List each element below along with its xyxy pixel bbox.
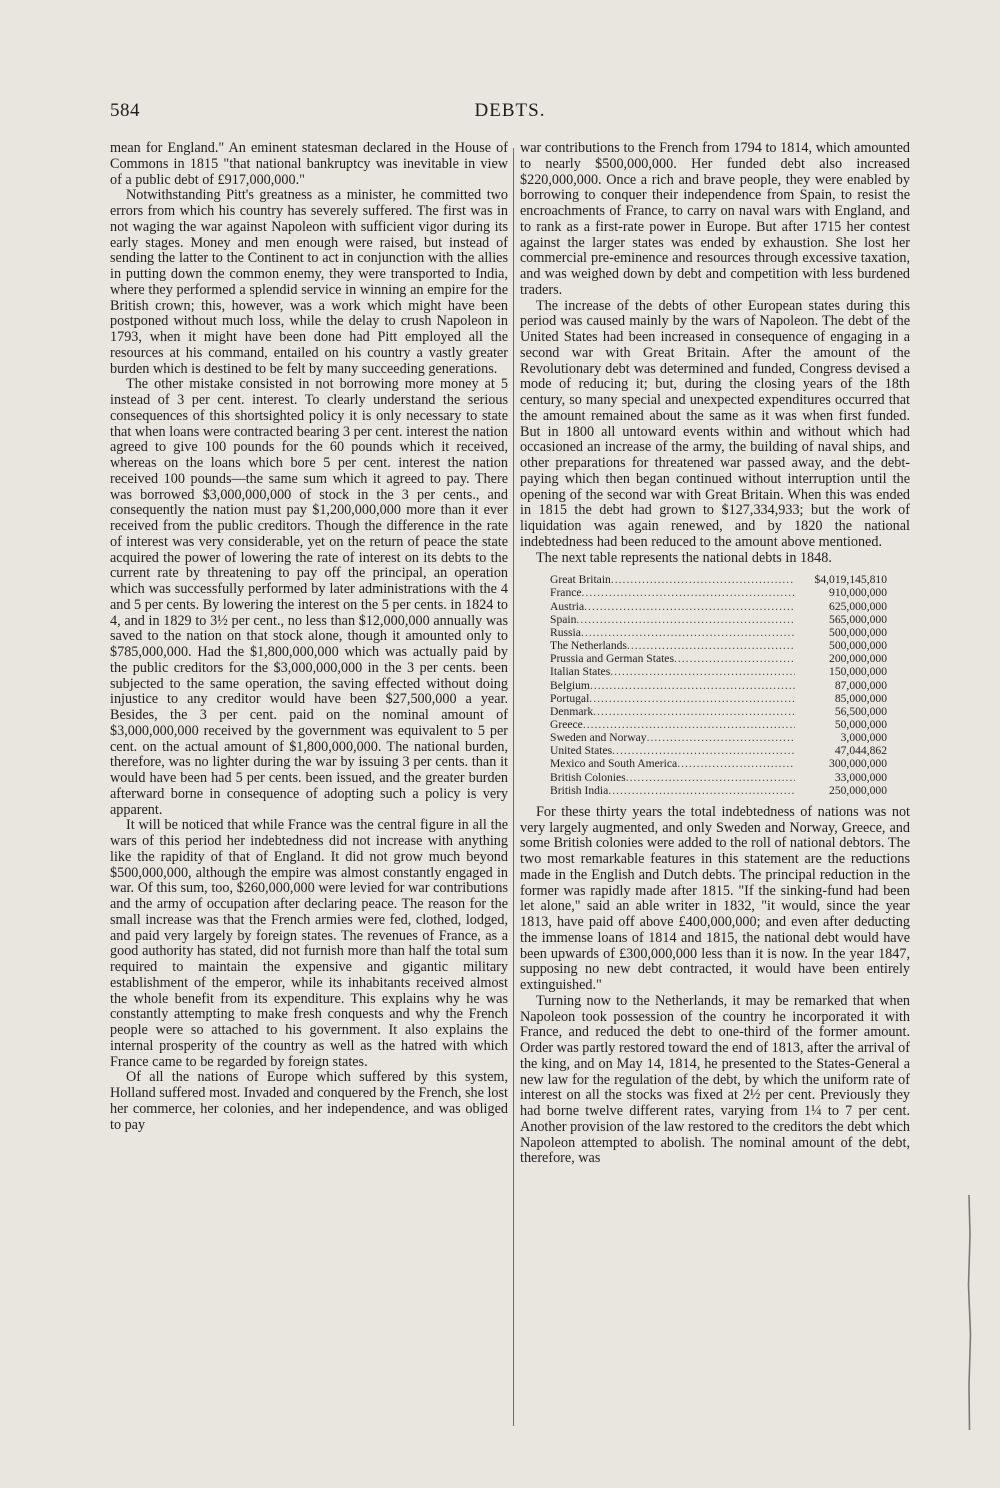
dot-leader [608,784,795,797]
table-row [550,771,887,784]
table-row [550,757,887,770]
dot-leader [582,586,795,599]
dot-leader [583,718,795,731]
debt-amount: 87,000,000 [834,678,887,692]
country-name: Italian States [550,665,611,679]
debt-amount: 300,000,000 [829,757,887,771]
dot-leader [584,600,795,613]
table-row [550,626,887,639]
scan-edge-mark [966,1195,972,1430]
debt-amount: 50,000,000 [834,717,887,731]
dot-leader [677,757,795,770]
table-row [550,665,887,678]
dot-leader [627,639,795,652]
dot-leader [589,692,795,705]
debt-amount: 910,000,000 [829,586,887,600]
left-column [110,141,508,1133]
paragraph: It will be noticed that while France was the central figure in all the wars of this period her indebtedness did not increase with anything like the rapidity of that of England. It did not grow much beyond $500,000,000, although the empire was almost constantly engaged in war. Of this sum, too, $260,000,000 were levied for war contributions and the army of occupation after declaring peace. The reason for the small increase was that the French armies were fed, clothed, lodged, and paid very largely by foreign states. The revenues of France, as a good authority has stated, did not furnish more than half the total sum required to maintain the expensive and gigantic military establishment of the emperor, while its inhabitants received almost the whole benefit from its expenditure. This explains why he was constantly attempting to make fresh conquests and why the French people were so attached to his government. It also explains the internal prosperity of the country as well as the hatred with which France came to be regarded by foreign states. [110,817,508,1070]
right-column [520,141,910,1167]
table-row [550,652,887,665]
column-divider [513,148,514,1426]
debt-amount: $4,019,145,810 [814,573,887,587]
table-row [550,692,887,705]
table-row [550,586,887,599]
table-row [550,573,887,586]
paragraph: mean for England." An eminent statesman declared in the House of Commons in 1815 "that national bankruptcy was inevitable in view of a public debt of £917,000,000." [110,140,508,188]
page-number: 584 [110,100,140,121]
debt-amount: 625,000,000 [829,599,887,613]
paragraph: Of all the nations of Europe which suffered by this system, Holland suffered most. Invaded and conquered by the French, she lost her commerce, her colonies, and her independence, and was obliged to pay [110,1069,508,1133]
debt-amount: 250,000,000 [829,783,887,797]
country-name: Denmark [550,704,594,718]
country-name: Sweden and Norway [550,731,647,745]
dot-leader [611,573,795,586]
debt-amount: 56,500,000 [834,704,887,718]
paragraph: Notwithstanding Pitt's greatness as a minister, he committed two errors from which his country has severely suffered. The first was in not waging the war against Napoleon with sufficient vigor during its early stages. Money and men enough were raised, but instead of sending the latter to the Continent to act in conjunction with the allies in putting down the common enemy, they were transported to India, where they performed a splendid service in winning an empire for the British crown; this, however, was a work which might have been postponed without much loss, while the delay to crush Napoleon in 1793, when it might have been done had Pitt employed all the resources at his command, entailed on his country a vastly greater burden which is destined to be felt by many succeeding generations. [110,187,508,377]
country-name: British Colonies [550,770,626,784]
dot-leader [647,731,795,744]
debt-amount: 33,000,000 [834,770,887,784]
running-head: DEBTS. [474,100,546,121]
table-row [550,731,887,744]
debt-amount: 565,000,000 [829,612,887,626]
debt-amount: 47,044,862 [834,744,887,758]
dot-leader [612,744,795,757]
table-row [550,679,887,692]
debt-amount: 3,000,000 [840,731,887,745]
national-debts-table [550,573,887,797]
country-name: Great Britain [550,573,611,587]
dot-leader [590,679,795,692]
debt-amount: 150,000,000 [829,665,887,679]
debt-amount: 500,000,000 [829,639,887,653]
paragraph: For these thirty years the total indebtedness of nations was not very largely augmented, and only Sweden and Norway, Greece, and some British colonies were added to the roll of national debtors. The two most remarkable features in this statement are the reductions made in the English and Dutch debts. The principal reduction in the former was rapidly made after 1815. "If the sinking-fund had been let alone," said an able writer in 1832, "it would, since the year 1813, have paid off above £400,000,000; and even after deducting the immense loans of 1814 and 1815, the national debt would have been upwards of £300,000,000 less than it is now. In the year 1847, supposing no new debt contracted, it would have been entirely extinguished." [520,803,910,994]
paragraph: war contributions to the French from 1794 to 1814, which amounted to nearly $500,000,000. Her funded debt also increased $220,000,000. Once a rich and brave people, they were enabled by borrowing to conquer their independence from Spain, to resist the encroachments of France, to carry on naval wars with England, and to rank as a first-rate power in Europe. But after 1715 her contest against the larger states was ended by exhaustion. She lost her commercial pre-eminence and resources through excessive taxation, and was weighed down by debt and competition with less burdened traders. [520,140,910,298]
paragraph: The increase of the debts of other European states during this period was caused mainly by the wars of Napoleon. The debt of the United States had been increased in consequence of engaging in a second war with Great Britain. After the amount of the Revolutionary debt was determined and funded, Congress devised a mode of reducing it; but, during the closing years of the 18th century, so many special and unexpected expenditures occurred that the amount remained about the same as it was when first funded. But in 1800 all untoward events within and without which had occasioned an increase of the army, the building of naval ships, and other preparations for threatened war passed away, and the debt-paying which then began continued without interruption until the opening of the second war with Great Britain. When this was ended in 1815 the debt had grown to $127,334,933; but the work of liquidation was again renewed, and by 1820 the national indebtedness had been reduced to the amount above mentioned. [520,297,910,550]
country-name: France [550,586,582,600]
country-name: Prussia and German States [550,652,674,666]
country-name: Greece [550,717,583,731]
paragraph: The other mistake consisted in not borrowing more money at 5 instead of 3 per cent. interest. To clearly understand the serious consequences of this shortsighted policy it is only necessary to state that when loans were contracted bearing 3 per cent. interest the nation agreed to give 100 pounds for the 60 pounds which it received, whereas on the loans which bore 5 per cent. interest the nation received 100 pounds—the same sum which it agreed to pay. There was borrowed $3,000,000,000 of stock in the 3 per cents., and consequently the nation must pay $1,200,000,000 more than it ever received from the public creditors. Though the difference in the rate of interest was very considerable, yet on the return of peace the state acquired the power of lowering the rate of interest on its debts to the current rate by threatening to pay off the principal, an operation which was successfully performed by later administrations with the 4 and 5 per cents. By lowering the interest on the 5 per cents. in 1824 to 4, and in 1829 to 3½ per cent., no less than $12,000,000 annually was saved to the nation on that stock alone, though it amounted only to $785,000,000. Had the $1,800,000,000 which was actually paid by the public creditors for the $3,000,000,000 in the 3 per cents. been subjected to the same operation, the saving effected without doing injustice to any creditor would have been $27,500,000 a year. Besides, the 3 per cent. paid on the nominal amount of $3,000,000,000 received by the government was equivalent to 5 per cent. on the actual amount of $1,800,000,000. The national burden, therefore, was no lighter during the war by issuing 3 per cents. than it would have been had 5 per cents. been issued, and the greater burden afterward borne in consequence of adopting such a policy is very apparent. [110,376,508,818]
dot-leader [674,652,795,665]
dot-leader [581,626,795,639]
country-name: United States [550,744,613,758]
country-name: Belgium [550,678,590,692]
country-name: Portugal [550,691,590,705]
debt-amount: 85,000,000 [834,691,887,705]
paragraph: Turning now to the Netherlands, it may be remarked that when Napoleon took possession of the country he incorporated it with France, and reduced the debt to one-third of the former amount. Order was partly restored toward the end of 1813, after the arrival of the king, and on May 14, 1814, he presented to the States-General a new law for the regulation of the debt, by which the uniform rate of interest on all the stocks was fixed at 2½ per cent. Previously they had borne twelve different rates, varying from 1¼ to 7 per cent. Another provision of the law restored to the creditors the debt which Napoleon attempted to abolish. The nominal amount of the debt, therefore, was [520,992,910,1167]
country-name: British India [550,783,609,797]
table-row [550,784,887,797]
dot-leader [610,665,795,678]
dot-leader [576,613,795,626]
debt-amount: 200,000,000 [829,652,887,666]
table-row [550,613,887,626]
country-name: Mexico and South America [550,757,678,771]
table-row [550,639,887,652]
country-name: Russia [550,625,581,639]
country-name: The Netherlands [550,639,627,653]
table-row [550,600,887,613]
country-name: Austria [550,599,585,613]
country-name: Spain [550,612,577,626]
page-header [110,100,910,126]
debt-amount: 500,000,000 [829,625,887,639]
table-row [550,718,887,731]
dot-leader [593,705,795,718]
paragraph: The next table represents the national debts in 1848. [536,549,832,566]
table-row [550,705,887,718]
dot-leader [626,771,795,784]
table-row [550,744,887,757]
